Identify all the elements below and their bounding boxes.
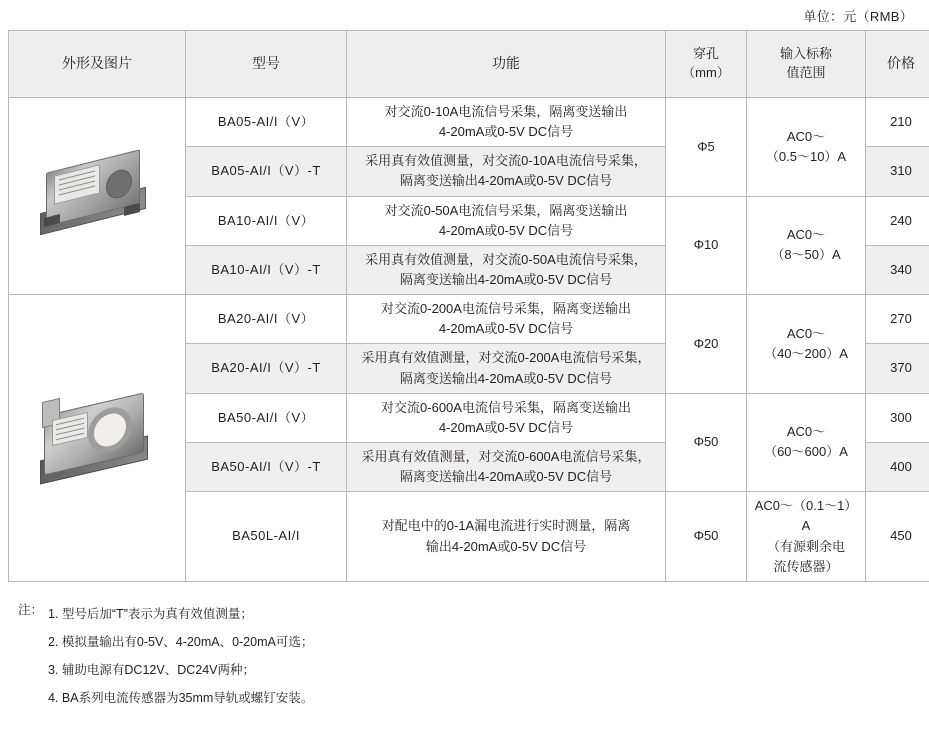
range-line-1: AC0～: [786, 227, 826, 243]
cell-range: [747, 492, 866, 582]
column-header-appearance: 外形及图片: [9, 31, 186, 98]
cell-price: 310: [866, 147, 929, 196]
table-row: [9, 98, 929, 147]
cell-hole: Φ20: [666, 295, 747, 394]
column-header-function: 功能: [347, 31, 666, 98]
note-item: 3. 辅助电源有DC12V、DC24V两种；: [48, 663, 255, 678]
column-header-price: 价格: [866, 31, 929, 98]
note-item: 4. BA系列电流传感器为35mm导轨或螺钉安装。: [48, 691, 314, 706]
range-line-2: （60～600）A: [764, 444, 848, 460]
cell-model: BA05-AI/I（V）: [186, 98, 347, 147]
cell-model: BA50-AI/I（V）: [186, 393, 347, 442]
function-line-2: 隔离变送输出4-20mA或0-5V DC信号: [399, 469, 613, 485]
cell-price: 300: [866, 393, 929, 442]
notes-label: 注：: [18, 602, 44, 617]
product-image-cell-rectangular: [9, 98, 186, 295]
note-item: 1. 型号后加“T”表示为真有效值测量；: [48, 606, 253, 621]
table-row: [9, 295, 929, 344]
cell-model: BA10-AI/I（V）: [186, 196, 347, 245]
function-line-1: 对交流0-200A电流信号采集，隔离变送输出: [381, 301, 631, 317]
unit-note: 单位：元（RMB）: [803, 9, 913, 24]
function-line-2: 隔离变送输出4-20mA或0-5V DC信号: [399, 370, 613, 386]
cell-hole: Φ10: [666, 196, 747, 295]
cell-model: BA20-AI/I（V）-T: [186, 344, 347, 393]
cell-range: [747, 98, 866, 197]
note-item: 2. 模拟量输出有0-5V、4-20mA、0-20mA可选；: [48, 634, 314, 649]
function-line-1: 对交流0-600A电流信号采集，隔离变送输出: [381, 399, 631, 415]
table-header: [9, 31, 929, 98]
cell-function: [347, 492, 666, 582]
column-header-range: [747, 31, 866, 98]
function-line-2: 4-20mA或0-5V DC信号: [438, 419, 574, 435]
range-line-3: 流传感器）: [773, 558, 839, 574]
cell-range: [747, 393, 866, 492]
sensor-rectangular-icon: [32, 153, 162, 239]
cell-price: 240: [866, 196, 929, 245]
column-header-model: 型号: [186, 31, 347, 98]
function-line-1: 采用真有效值测量，对交流0-200A电流信号采集，: [361, 350, 651, 366]
cell-range: [747, 196, 866, 295]
column-header-range-sub: 值范围: [786, 65, 826, 80]
function-line-1: 对配电中的0-1A漏电流进行实时测量，隔离: [381, 518, 631, 534]
function-line-2: 4-20mA或0-5V DC信号: [438, 222, 574, 238]
range-line-2: （8～50）A: [771, 247, 841, 263]
cell-price: 400: [866, 442, 929, 491]
sensor-illustration-rectangular: [14, 136, 180, 256]
cell-price: 210: [866, 98, 929, 147]
cell-function: [347, 295, 666, 344]
cell-function: [347, 196, 666, 245]
cell-model: BA50-AI/I（V）-T: [186, 442, 347, 491]
cell-price: 370: [866, 344, 929, 393]
column-header-hole: [666, 31, 747, 98]
cell-price: 450: [866, 492, 929, 582]
cell-function: [347, 147, 666, 196]
column-header-range-main: 输入标称: [779, 46, 832, 62]
cell-model: BA05-AI/I（V）-T: [186, 147, 347, 196]
function-line-1: 采用真有效值测量，对交流0-600A电流信号采集，: [361, 448, 651, 464]
cell-hole: Φ50: [666, 393, 747, 492]
range-line-1: AC0～: [786, 325, 826, 341]
cell-model: BA10-AI/I（V）-T: [186, 245, 347, 294]
range-line-2: （有源剩余电: [766, 538, 845, 554]
cell-hole: Φ5: [666, 98, 747, 197]
column-header-hole-main: 穿孔: [692, 46, 719, 62]
sensor-round-window-icon: [32, 390, 162, 486]
column-header-hole-sub: （mm）: [682, 65, 730, 80]
table-header-row: [9, 31, 929, 98]
cell-range: [747, 295, 866, 394]
function-line-1: 对交流0-50A电流信号采集，隔离变送输出: [384, 202, 628, 218]
function-line-2: 4-20mA或0-5V DC信号: [438, 321, 574, 337]
function-line-1: 采用真有效值测量，对交流0-10A电流信号采集，: [365, 153, 647, 169]
notes-row: [18, 600, 921, 713]
cell-hole: Φ50: [666, 492, 747, 582]
cell-model: BA50L-AI/I: [186, 492, 347, 582]
sensor-illustration-round-window: [14, 378, 180, 498]
product-price-table: [8, 30, 929, 582]
function-line-1: 采用真有效值测量，对交流0-50A电流信号采集，: [365, 251, 647, 267]
cell-price: 270: [866, 295, 929, 344]
notes-list: [48, 600, 921, 713]
notes-section: [18, 600, 921, 713]
function-line-2: 隔离变送输出4-20mA或0-5V DC信号: [399, 173, 613, 189]
range-line-2: （0.5～10）A: [765, 148, 847, 164]
function-line-2: 4-20mA或0-5V DC信号: [438, 124, 574, 140]
table-body: [9, 98, 929, 582]
cell-function: [347, 98, 666, 147]
function-line-2: 输出4-20mA或0-5V DC信号: [425, 538, 587, 554]
cell-price: 340: [866, 245, 929, 294]
range-line-2: （40～200）A: [764, 345, 848, 361]
function-line-2: 隔离变送输出4-20mA或0-5V DC信号: [399, 271, 613, 287]
range-line-1: AC0～: [786, 128, 826, 144]
function-line-1: 对交流0-10A电流信号采集，隔离变送输出: [384, 104, 628, 119]
cell-function: [347, 245, 666, 294]
cell-function: [347, 344, 666, 393]
range-line-1: AC0～: [786, 424, 826, 440]
range-line-1: AC0～（0.1～1）A: [754, 498, 858, 534]
product-image-cell-round-window: [9, 295, 186, 582]
cell-function: [347, 442, 666, 491]
cell-model: BA20-AI/I（V）: [186, 295, 347, 344]
cell-function: [347, 393, 666, 442]
